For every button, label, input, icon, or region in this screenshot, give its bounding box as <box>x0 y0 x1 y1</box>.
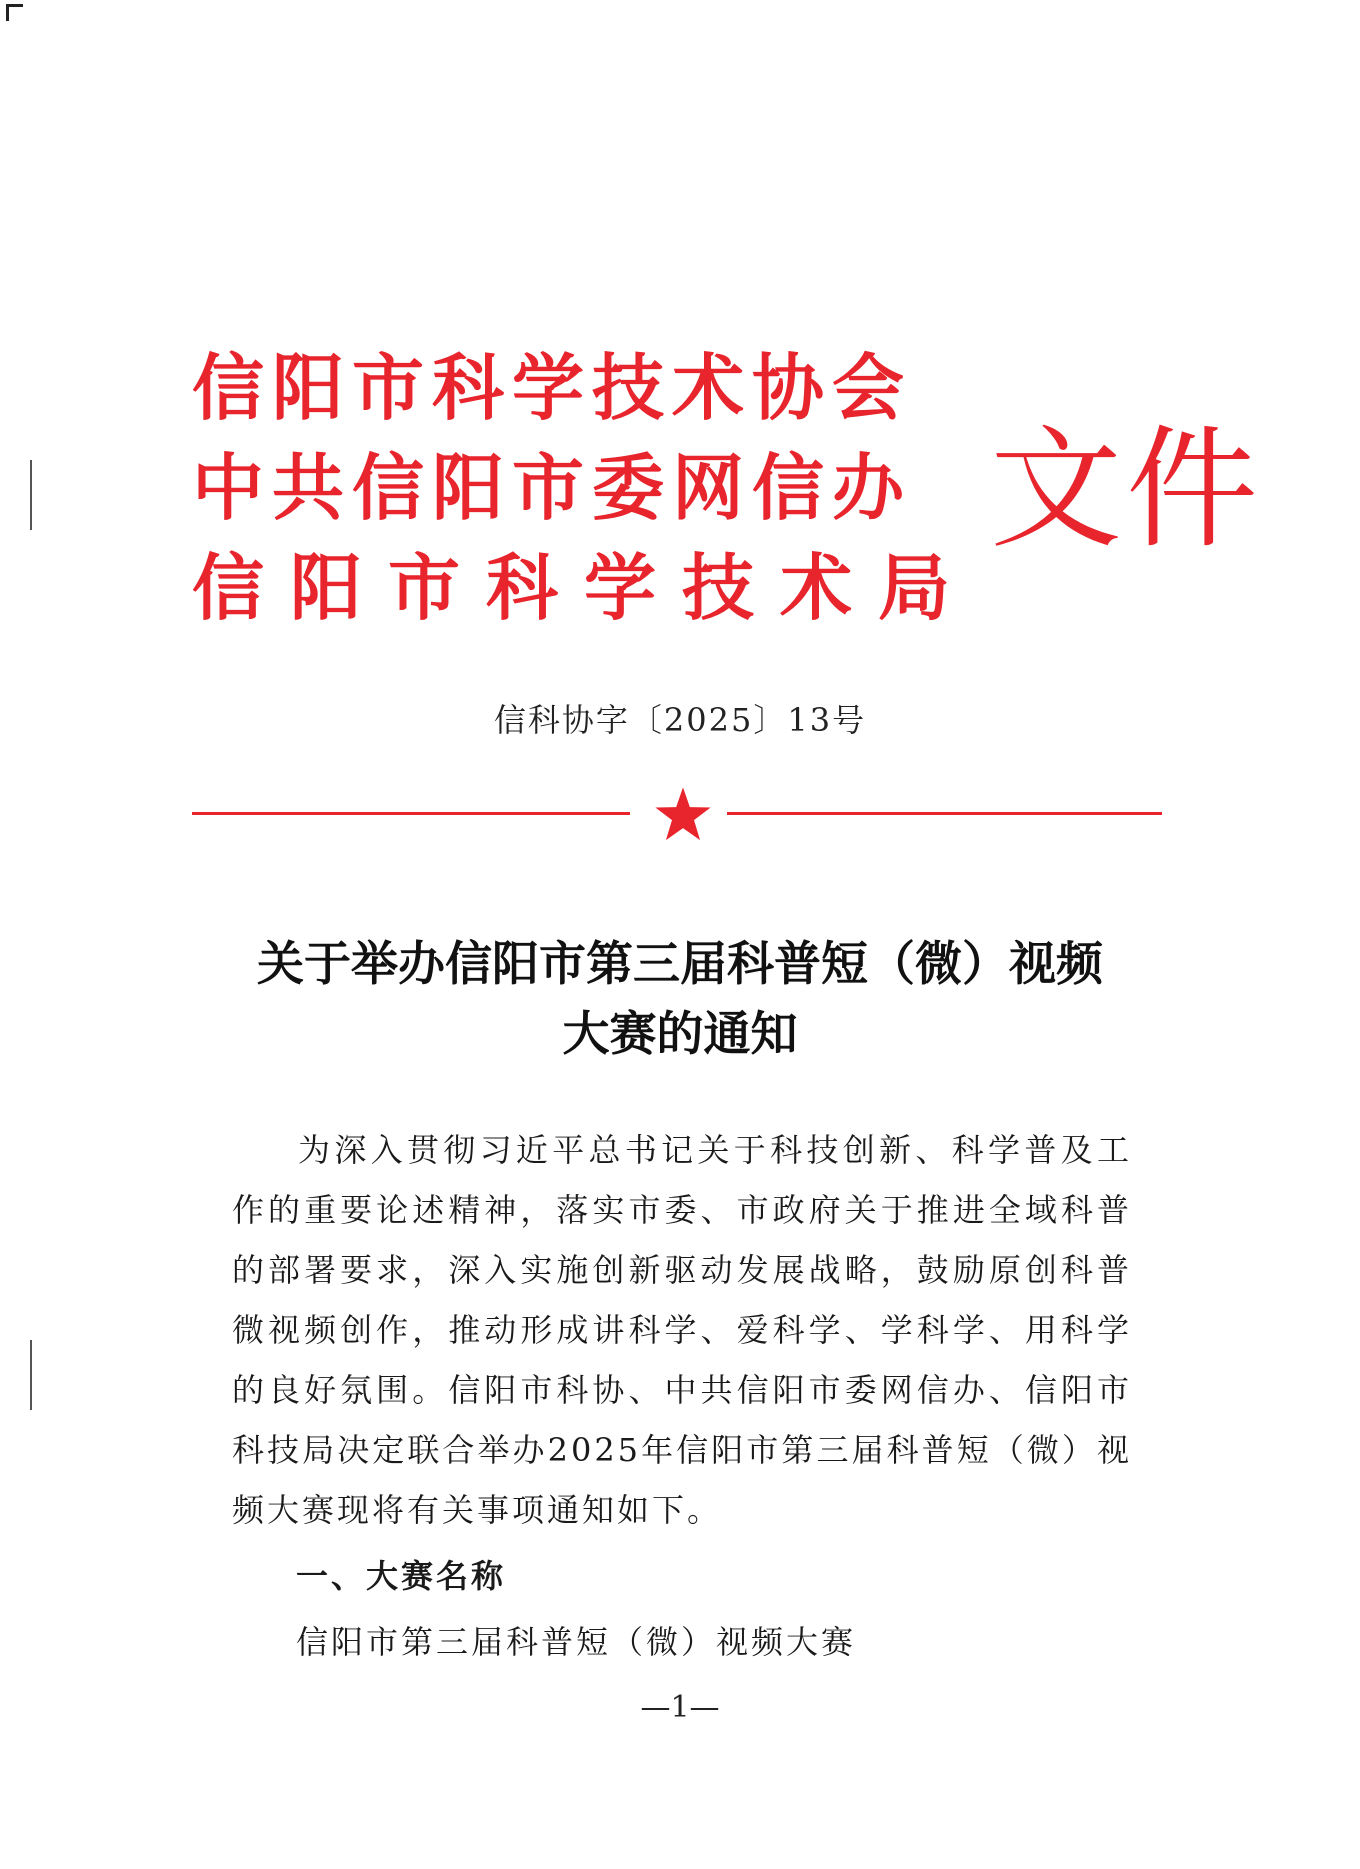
red-divider <box>192 798 1162 828</box>
title-line-1: 关于举办信阳市第三届科普短（微）视频 <box>257 937 1103 992</box>
issuer-line: 中共信阳市委网信办 <box>192 445 913 530</box>
divider-line-left <box>192 812 630 815</box>
notice-title <box>0 930 1360 1070</box>
section-heading: 一、大赛名称 <box>296 1557 507 1595</box>
scan-edge-mark <box>30 460 32 530</box>
document-label: 文件 <box>990 413 1262 567</box>
scan-edge-mark <box>30 1340 32 1410</box>
document-number: 信科协字〔2025〕13号 <box>493 701 867 739</box>
section-text: 信阳市第三届科普短（微）视频大赛 <box>296 1623 857 1661</box>
scan-corner-mark <box>6 4 23 21</box>
title-line-2: 大赛的通知 <box>562 1007 798 1062</box>
star-icon <box>654 786 712 842</box>
divider-line-right <box>727 812 1162 815</box>
notice-body <box>232 1120 1132 1672</box>
intro-paragraph: 为深入贯彻习近平总书记关于科技创新、科学普及工作的重要论述精神，落实市委、市政府关于推进全域科普的部署要求，深入实施创新驱动发展战略，鼓励原创科普微视频创作，推动形成讲科学、爱科学、学科学、用科学的良好氛围。信阳市科协、中共信阳市委网信办、信阳市科技局决定联合举办2025年信阳市第三届科普短（微）视频大赛现将有关事项通知如下。 <box>232 1131 1132 1529</box>
page-number: —1— <box>640 1690 720 1725</box>
issuing-organizations <box>192 338 977 638</box>
issuer-line: 信阳市科学技术局 <box>192 545 977 630</box>
issuer-line: 信阳市科学技术协会 <box>192 345 913 430</box>
